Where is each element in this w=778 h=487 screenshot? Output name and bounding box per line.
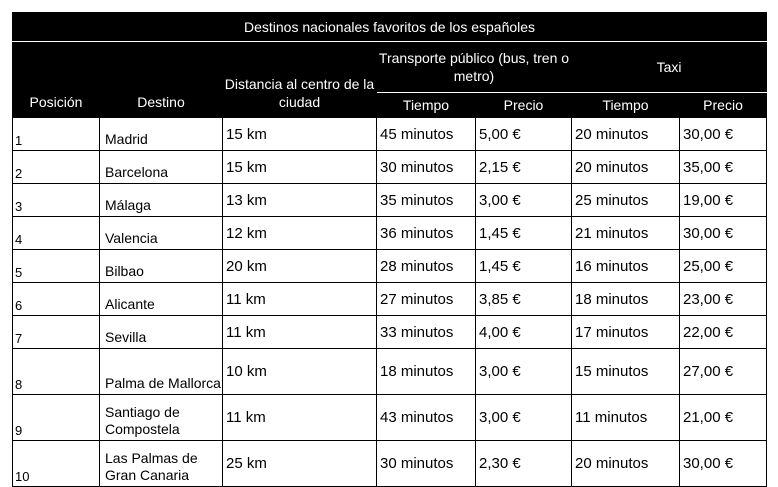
cell-destino: Santiago de Compostela bbox=[100, 395, 223, 441]
cell-taxi-precio: 35,00 € bbox=[680, 151, 767, 184]
cell-distancia: 25 km bbox=[223, 441, 377, 487]
cell-destino: Alicante bbox=[100, 283, 223, 316]
cell-transporte-tiempo: 27 minutos bbox=[377, 283, 476, 316]
cell-pos: 1 bbox=[13, 118, 100, 151]
cell-taxi-tiempo: 16 minutos bbox=[572, 250, 680, 283]
table-row bbox=[13, 217, 767, 250]
cell-taxi-tiempo: 17 minutos bbox=[572, 316, 680, 349]
cell-transporte-tiempo: 35 minutos bbox=[377, 184, 476, 217]
cell-taxi-precio: 19,00 € bbox=[680, 184, 767, 217]
cell-distancia: 13 km bbox=[223, 184, 377, 217]
cell-destino: Málaga bbox=[100, 184, 223, 217]
cell-taxi-precio: 30,00 € bbox=[680, 217, 767, 250]
table-row bbox=[13, 184, 767, 217]
cell-pos: 2 bbox=[13, 151, 100, 184]
cell-destino: Madrid bbox=[100, 118, 223, 151]
cell-transporte-tiempo: 30 minutos bbox=[377, 441, 476, 487]
cell-pos: 5 bbox=[13, 250, 100, 283]
header-transporte: Transporte público (bus, tren o metro) bbox=[377, 42, 572, 93]
cell-transporte-tiempo: 45 minutos bbox=[377, 118, 476, 151]
table-row bbox=[13, 441, 767, 487]
cell-transporte-tiempo: 28 minutos bbox=[377, 250, 476, 283]
cell-taxi-precio: 22,00 € bbox=[680, 316, 767, 349]
cell-taxi-precio: 21,00 € bbox=[680, 395, 767, 441]
cell-taxi-precio: 25,00 € bbox=[680, 250, 767, 283]
cell-taxi-tiempo: 15 minutos bbox=[572, 349, 680, 395]
cell-pos: 7 bbox=[13, 316, 100, 349]
cell-taxi-precio: 27,00 € bbox=[680, 349, 767, 395]
cell-transporte-precio: 3,00 € bbox=[476, 395, 572, 441]
cell-distancia: 11 km bbox=[223, 395, 377, 441]
cell-distancia: 15 km bbox=[223, 118, 377, 151]
table-row bbox=[13, 316, 767, 349]
cell-destino: Bilbao bbox=[100, 250, 223, 283]
table-row bbox=[13, 395, 767, 441]
cell-taxi-tiempo: 20 minutos bbox=[572, 151, 680, 184]
table-row bbox=[13, 250, 767, 283]
cell-distancia: 15 km bbox=[223, 151, 377, 184]
cell-distancia: 10 km bbox=[223, 349, 377, 395]
table-container bbox=[12, 12, 766, 487]
cell-pos: 3 bbox=[13, 184, 100, 217]
cell-pos: 9 bbox=[13, 395, 100, 441]
cell-taxi-precio: 30,00 € bbox=[680, 118, 767, 151]
cell-transporte-precio: 1,45 € bbox=[476, 217, 572, 250]
table-row bbox=[13, 151, 767, 184]
header-transporte-precio: Precio bbox=[476, 93, 572, 118]
cell-taxi-tiempo: 21 minutos bbox=[572, 217, 680, 250]
cell-transporte-precio: 1,45 € bbox=[476, 250, 572, 283]
cell-transporte-tiempo: 33 minutos bbox=[377, 316, 476, 349]
cell-distancia: 11 km bbox=[223, 316, 377, 349]
cell-taxi-tiempo: 11 minutos bbox=[572, 395, 680, 441]
cell-destino: Sevilla bbox=[100, 316, 223, 349]
cell-transporte-tiempo: 43 minutos bbox=[377, 395, 476, 441]
header-taxi-tiempo: Tiempo bbox=[572, 93, 680, 118]
cell-transporte-tiempo: 36 minutos bbox=[377, 217, 476, 250]
table-title: Destinos nacionales favoritos de los españoles bbox=[13, 13, 767, 42]
cell-taxi-tiempo: 25 minutos bbox=[572, 184, 680, 217]
table-body bbox=[13, 118, 767, 487]
cell-transporte-precio: 3,00 € bbox=[476, 349, 572, 395]
cell-pos: 10 bbox=[13, 441, 100, 487]
cell-transporte-tiempo: 18 minutos bbox=[377, 349, 476, 395]
cell-pos: 6 bbox=[13, 283, 100, 316]
cell-transporte-precio: 2,30 € bbox=[476, 441, 572, 487]
table-row bbox=[13, 118, 767, 151]
table-row bbox=[13, 283, 767, 316]
cell-taxi-precio: 23,00 € bbox=[680, 283, 767, 316]
header-destino: Destino bbox=[100, 42, 223, 118]
destinations-table bbox=[12, 12, 767, 487]
cell-taxi-tiempo: 20 minutos bbox=[572, 118, 680, 151]
cell-distancia: 11 km bbox=[223, 283, 377, 316]
cell-pos: 8 bbox=[13, 349, 100, 395]
header-taxi: Taxi bbox=[572, 42, 767, 93]
header-distancia: Distancia al centro de la ciudad bbox=[223, 42, 377, 118]
cell-taxi-tiempo: 18 minutos bbox=[572, 283, 680, 316]
cell-destino: Valencia bbox=[100, 217, 223, 250]
cell-transporte-precio: 3,00 € bbox=[476, 184, 572, 217]
cell-destino: Palma de Mallorca bbox=[100, 349, 223, 395]
table-row bbox=[13, 349, 767, 395]
header-transporte-tiempo: Tiempo bbox=[377, 93, 476, 118]
cell-pos: 4 bbox=[13, 217, 100, 250]
cell-transporte-precio: 3,85 € bbox=[476, 283, 572, 316]
cell-taxi-tiempo: 20 minutos bbox=[572, 441, 680, 487]
cell-destino: Barcelona bbox=[100, 151, 223, 184]
cell-taxi-precio: 30,00 € bbox=[680, 441, 767, 487]
cell-distancia: 12 km bbox=[223, 217, 377, 250]
cell-transporte-tiempo: 30 minutos bbox=[377, 151, 476, 184]
cell-distancia: 20 km bbox=[223, 250, 377, 283]
cell-transporte-precio: 4,00 € bbox=[476, 316, 572, 349]
cell-destino: Las Palmas de Gran Canaria bbox=[100, 441, 223, 487]
cell-transporte-precio: 5,00 € bbox=[476, 118, 572, 151]
cell-transporte-precio: 2,15 € bbox=[476, 151, 572, 184]
header-posicion: Posición bbox=[13, 42, 100, 118]
header-taxi-precio: Precio bbox=[680, 93, 767, 118]
